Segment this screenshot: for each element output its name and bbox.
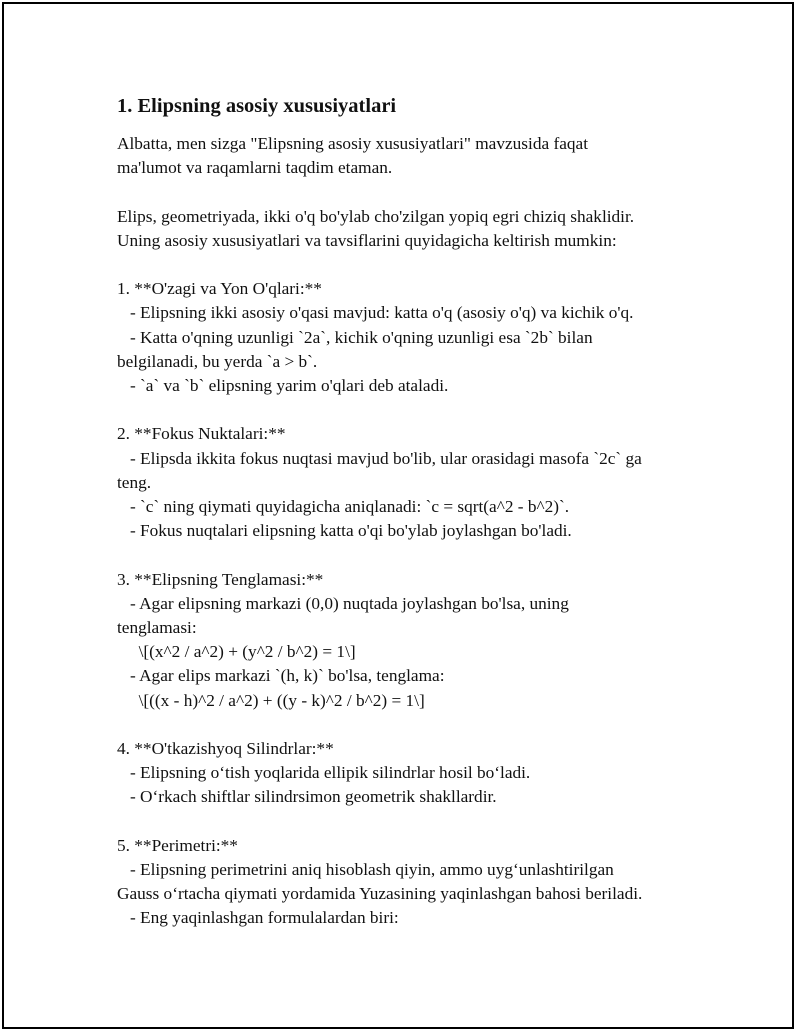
blank-line bbox=[117, 398, 717, 422]
text-line: Gauss o‘rtacha qiymati yordamida Yuzasining yaqinlashgan bahosi beriladi. bbox=[117, 884, 643, 904]
text-line: - Elipsning o‘tish yoqlarida ellipik silindrlar hosil bo‘ladi. bbox=[117, 763, 531, 783]
text-line: - Elipsning ikki asosiy o'qasi mavjud: katta o'q (asosiy o'q) va kichik o'q. bbox=[117, 303, 634, 323]
blank-line bbox=[117, 180, 717, 204]
blank-line bbox=[117, 543, 717, 567]
text-line: belgilanadi, bu yerda `a > b`. bbox=[117, 351, 318, 371]
text-line: - Agar elips markazi `(h, k)` bo'lsa, tenglama: bbox=[117, 666, 445, 686]
text-line: - Eng yaqinlashgan formulalardan biri: bbox=[117, 908, 399, 928]
text-line: Albatta, men sizga "Elipsning asosiy xususiyatlari" mavzusida faqat bbox=[117, 134, 588, 153]
document-title: 1. Elipsning asosiy xususiyatlari bbox=[117, 95, 397, 117]
text-line: 5. **Perimetri:** bbox=[117, 835, 238, 855]
blank-line bbox=[117, 810, 717, 834]
text-line: - O‘rkach shiftlar silindrsimon geometrik shakllardir. bbox=[117, 787, 497, 807]
blank-line bbox=[117, 253, 717, 277]
text-line: - Agar elipsning markazi (0,0) nuqtada joylashgan bo'lsa, uning bbox=[117, 593, 569, 613]
text-line: - `a` va `b` elipsning yarim o'qlari deb ataladi. bbox=[117, 376, 449, 395]
text-line: - `c` ning qiymati quyidagicha aniqlanadi: `c = sqrt(a^2 - b^2)`. bbox=[117, 497, 570, 516]
text-line: ma'lumot va raqamlarni taqdim etaman. bbox=[117, 158, 393, 178]
document-text bbox=[117, 132, 717, 931]
text-line: 3. **Elipsning Tenglamasi:** bbox=[117, 569, 324, 589]
text-line: Elips, geometriyada, ikki o'q bo'ylab cho'zilgan yopiq egri chiziq shaklidir. bbox=[117, 206, 635, 226]
text-line: 1. **O'zagi va Yon O'qlari:** bbox=[117, 279, 322, 299]
text-line: \[((x - h)^2 / a^2) + ((y - k)^2 / b^2) = 1\] bbox=[117, 690, 425, 710]
text-line: Uning asosiy xususiyatlari va tavsiflarini quyidagicha keltirish mumkin: bbox=[117, 230, 617, 250]
text-line: - Katta o'qning uzunligi `2a`, kichik o'qning uzunligi esa `2b` bilan bbox=[117, 327, 593, 347]
text-line: 4. **O'tkazishyoq Silindrlar:** bbox=[117, 739, 334, 758]
text-line: - Elipsning perimetrini aniq hisoblash qiyin, ammo uyg‘unlashtirilgan bbox=[117, 860, 614, 879]
text-line: \[(x^2 / a^2) + (y^2 / b^2) = 1\] bbox=[117, 642, 356, 662]
text-line: - Fokus nuqtalari elipsning katta o'qi bo'ylab joylashgan bo'ladi. bbox=[117, 521, 572, 541]
text-line: tenglamasi: bbox=[117, 618, 197, 637]
text-line: 2. **Fokus Nuktalari:** bbox=[117, 424, 286, 444]
blank-line bbox=[117, 713, 717, 737]
text-line: - Elipsda ikkita fokus nuqtasi mavjud bo'lib, ular orasidagi masofa `2c` ga bbox=[117, 448, 642, 468]
text-line: teng. bbox=[117, 472, 152, 492]
document-body bbox=[117, 92, 717, 931]
